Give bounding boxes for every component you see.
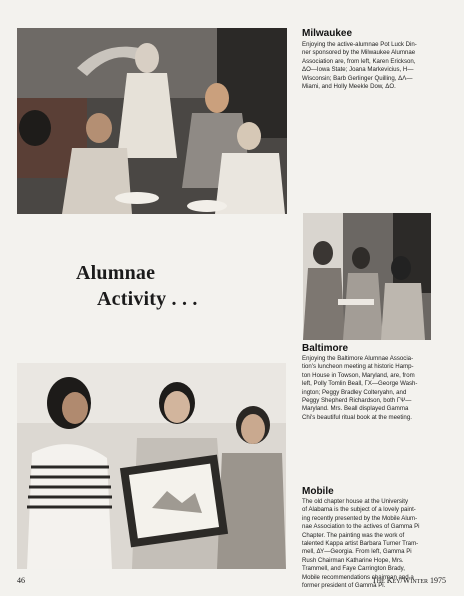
caption-line: Association are, from left, Karen Erickson, (302, 57, 416, 65)
caption-line: Miami, and Holly Meekle Dow, ΔO. (302, 83, 396, 91)
caption-line: Mobile recommendations chairman and a (302, 573, 414, 581)
caption-line: Peggy Shepherd Richardson, both ΓΨ— (302, 397, 412, 405)
caption-line: nae Association to the actives of Gamma Pi (302, 523, 420, 531)
page-title-line-1: Alumnae (76, 262, 156, 284)
mobile-photo (17, 363, 286, 569)
caption-line: Chapter. The painting was the work of (302, 531, 405, 539)
caption-line: Rush Chairman Katharine Hope, Mrs. (302, 556, 404, 564)
caption-line: Trammell, and Faye Carrington Brady, (302, 565, 405, 573)
caption-line: ing recently presented by the Mobile Alum- (302, 514, 418, 522)
milwaukee-photo (17, 28, 287, 214)
caption-line: ton House in Towson, Maryland, are, from (302, 371, 415, 379)
caption-line: tion's luncheon meeting at historic Hamp- (302, 363, 414, 371)
caption-line: mell, ΔΥ—Georgia. From left, Gamma Pi (302, 548, 412, 556)
section-heading-baltimore: Baltimore (302, 343, 349, 354)
caption-line: former president of Gamma Pi. (302, 582, 386, 590)
baltimore-photo (303, 213, 431, 340)
caption-line: Maryland. Mrs. Beall displayed Gamma (302, 405, 409, 413)
caption-line: left, Polly Tomlin Beall, ΓX—George Wash- (302, 380, 418, 388)
section-heading-mobile: Mobile (302, 486, 334, 497)
caption-line: Enjoying the active-alumnae Pot Luck Din- (302, 41, 417, 48)
caption-line: Wisconsin; Barb Gerlinger Quilling, ΔΛ— (302, 74, 413, 82)
caption-line: ner sponsored by the Milwaukee Alumnae (302, 49, 416, 57)
caption-line: The old chapter house at the University (302, 498, 409, 505)
caption-line: Enjoying the Baltimore Alumnae Associa- (302, 355, 414, 362)
caption-line: ΔO—Iowa State; Joana Markevicius, H— (302, 66, 414, 74)
section-caption-baltimore (302, 355, 452, 422)
section-heading-milwaukee: Milwaukee (302, 28, 353, 39)
section-caption-milwaukee (302, 41, 452, 91)
caption-line: of Alabama is the subject of a lovely paint- (302, 506, 416, 514)
page-number: 46 (17, 576, 25, 585)
caption-line: talented Kappa artist Barbara Turner Tram- (302, 540, 419, 548)
caption-line: ington; Peggy Bradley Colteryahn, and (302, 388, 407, 396)
publication-footer: The Key/Winter 1975 (371, 576, 446, 585)
page-title-line-2: Activity . . . (97, 288, 198, 310)
caption-line: Chi's beautiful ritual book at the meeting. (302, 413, 412, 421)
